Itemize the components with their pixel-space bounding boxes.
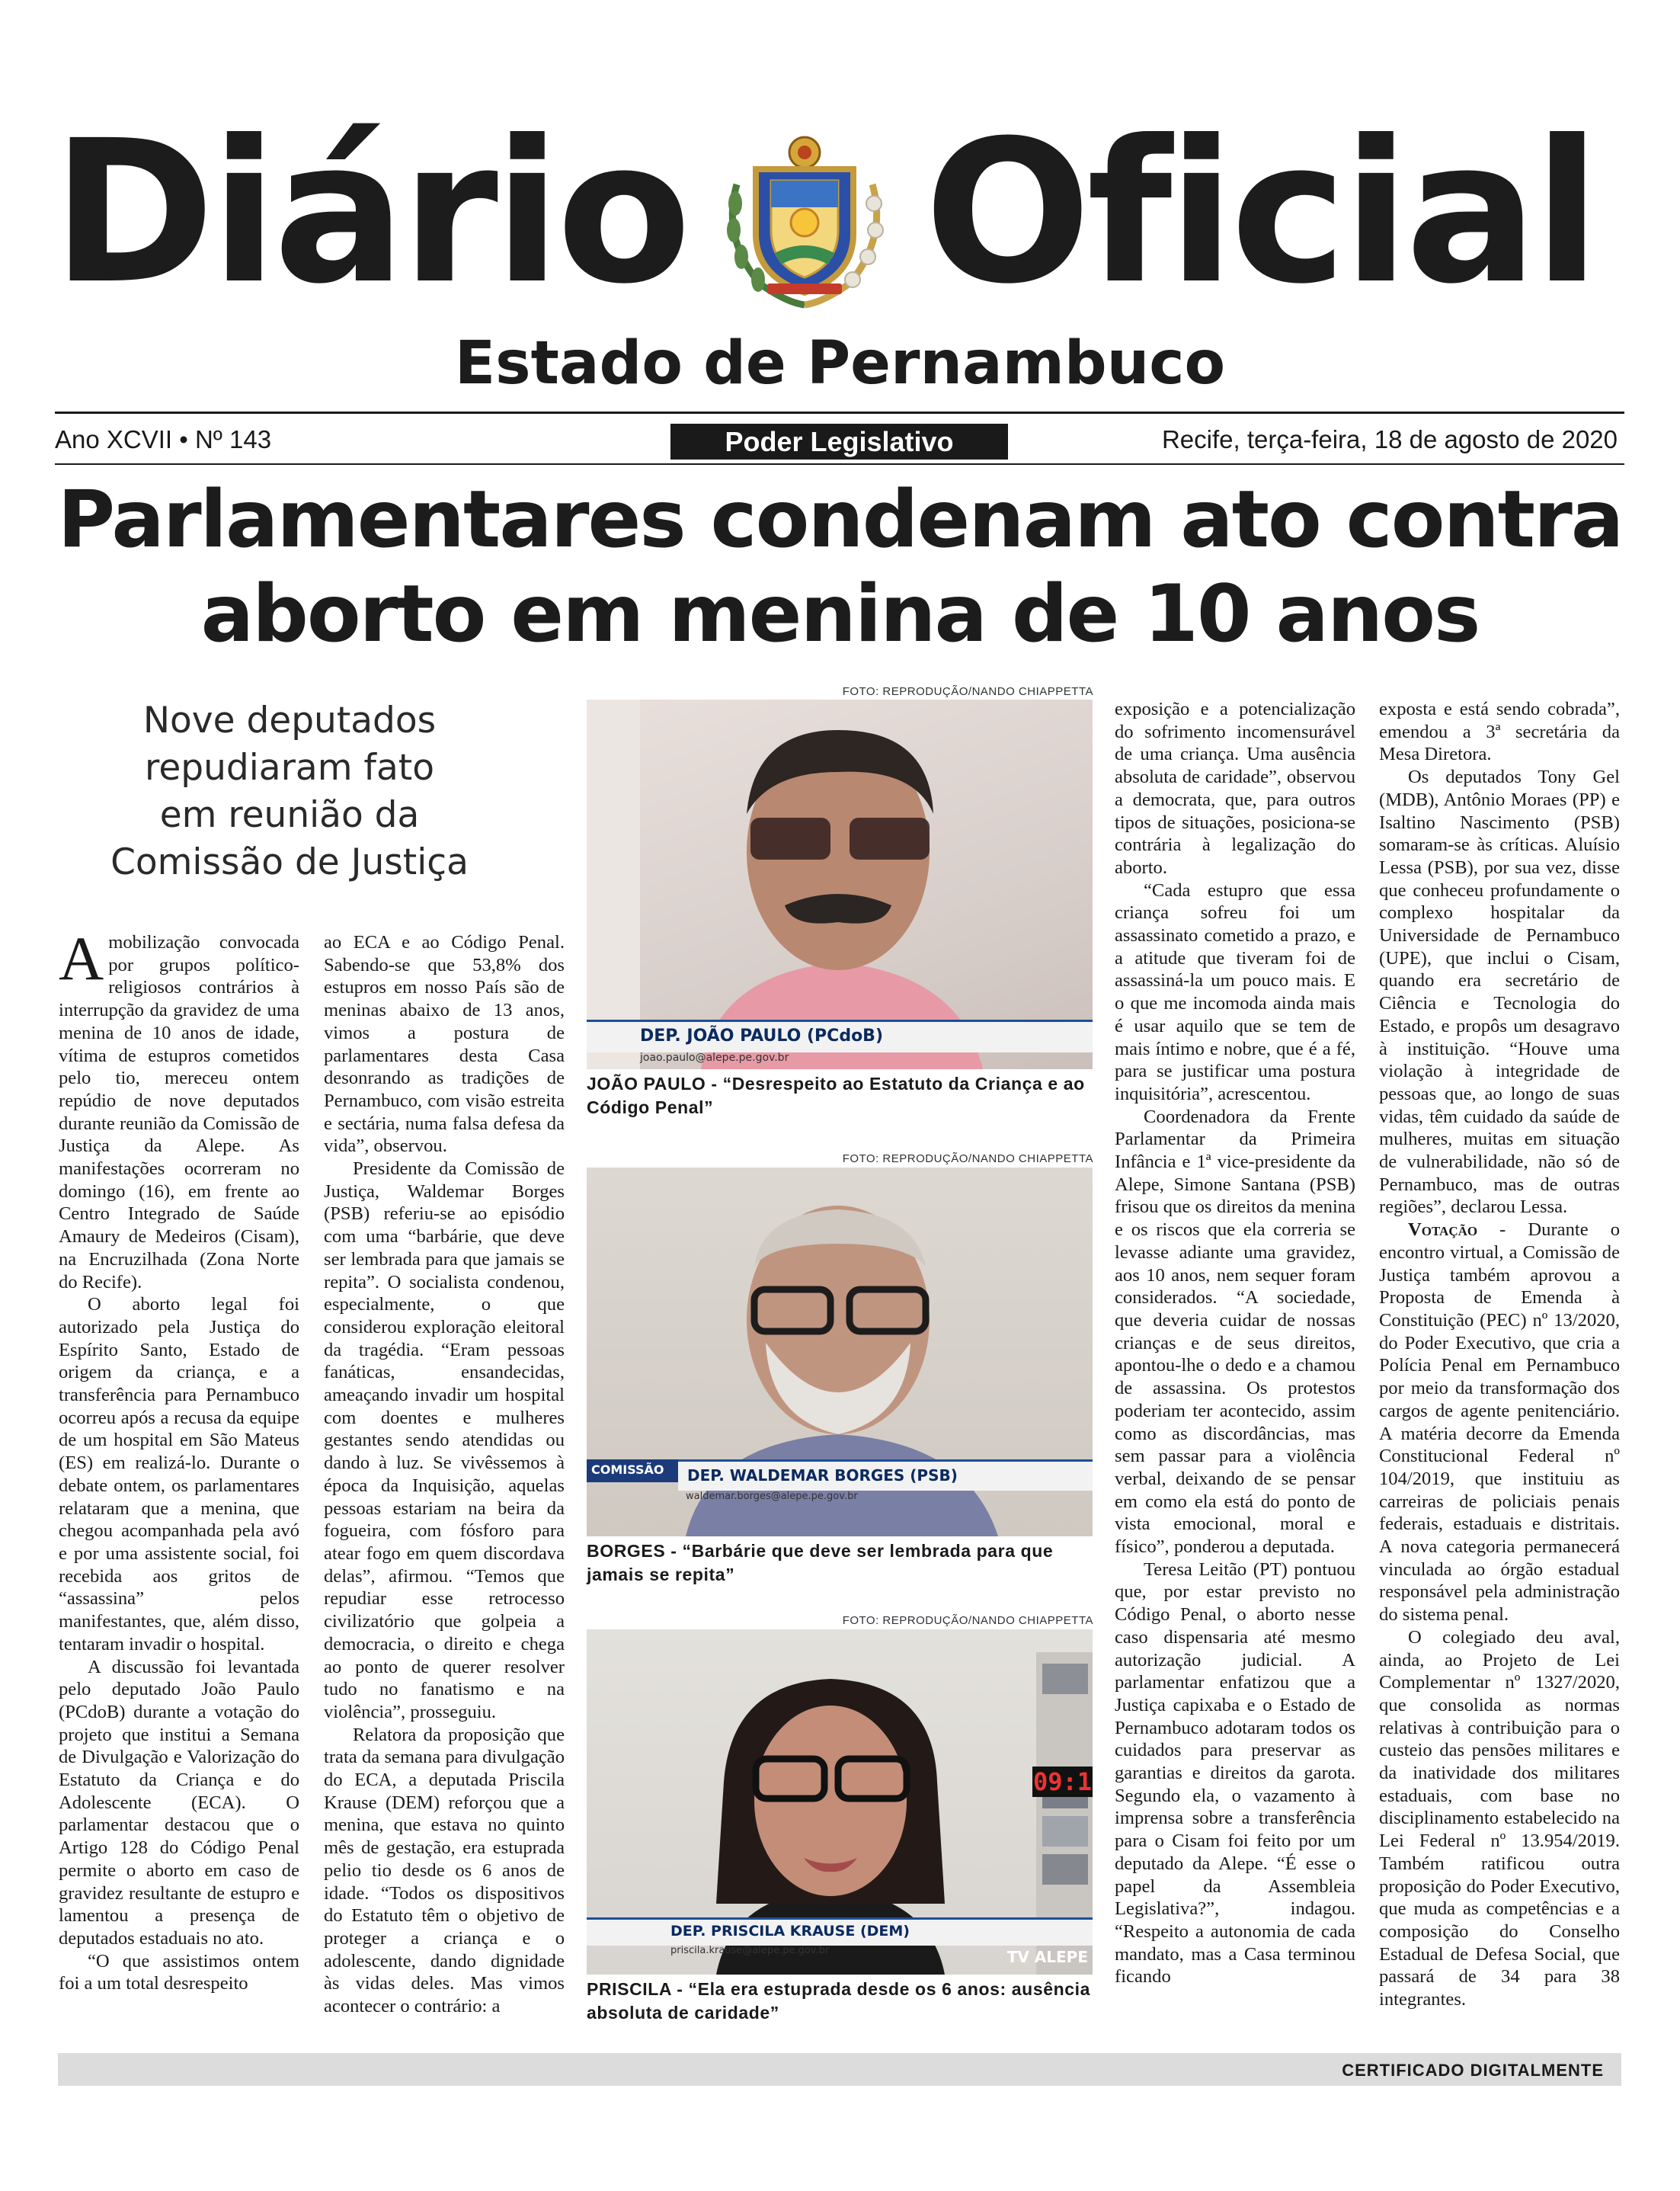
- person-portrait-icon: [587, 700, 1093, 1069]
- deck-line: Comissão de Justiça: [110, 841, 469, 883]
- article-column-1: [59, 924, 299, 1995]
- paragraph: O colegiado deu aval, ainda, ao Projeto de Lei Complementar nº 1327/2020, que consolida as normas relativas à contribuição para o custeio das pensões militares e da inatividade dos militares estaduais, com base no disciplinamento estabelecido na Lei Federal nº 13.954/2019. Também ratificou outra proposição do Poder Executivo, que muda as competências e a composição do Conselho Estadual de Defesa Social, que passará de 34 para 38 integrantes.: [1379, 1626, 1620, 2010]
- issue-number: Ano XCVII • Nº 143: [55, 425, 272, 453]
- paragraph: Relatora da proposição que trata da semana para divulgação do ECA, a deputada Priscila Krause (DEM) reforçou que a menina, que estava no quinto mês de gestação, era estuprada pelio tio desde os 6 anos de idade. “Todos os dispositivos do Estatuto têm o objetivo de proteger a criança e o adolescente, dando dignidade às vidas deles. Mas vimos acontecer o contrário: a: [324, 1724, 565, 2017]
- dropcap: A: [59, 924, 104, 993]
- paragraph: Votação - Durante o encontro virtual, a Comissão de Justiça também aprovou a Proposta de Emenda à Constituição (PEC) nº 13/2020, do Poder Executivo, que cria a Polícia Penal em Pernambuco por meio da transformação dos cargos de agente penitenciário. A matéria decorre da Emenda Constitucional Federal nº 104/2019, que instituiu as carreiras de policiais penais federais, estaduais e distritais. A nova categoria permanecerá vinculada ao órgão estadual responsável pela administração do sistema penal.: [1379, 1219, 1620, 1626]
- issue-rule: [55, 463, 1624, 465]
- deck-line: em reunião da: [159, 794, 420, 836]
- photo-caption: BORGES - “Barbárie que deve ser lembrada para que jamais se repita”: [587, 1541, 1054, 1584]
- article-deck: [76, 697, 503, 886]
- coat-of-arms-icon: [714, 131, 895, 312]
- photo-waldemar-borges: [587, 1168, 1093, 1536]
- paragraph: Amobilização convocada por grupos político-religiosos contrários à interrupção da gravidez de uma menina de 10 anos de idade, vítima de estupros cometidos pelo tio, mereceu ontem repúdio de nove deputados durante reunião da Comissão de Justiça da Alepe. As manifestações ocorreram no domingo (16), em frente ao Centro Integrado de Saúde Amaury de Medeiros (Cisam), na Encruzilhada (Zona Norte do Recife).: [59, 924, 299, 1292]
- tv-alepe-watermark: TV ALEPE: [1006, 1948, 1088, 1966]
- photo-caption: JOÃO PAULO - “Desrespeito ao Estatuto da Criança e ao Código Penal”: [587, 1074, 1085, 1117]
- paragraph: “Cada estupro que essa criança sofreu foi um assassinato cometido a prazo, e a atitude que tiveram foi de assassiná-la um pouco mais. E o que me incomoda ainda mais é usar aquilo que se tem de mais íntimo e nobre, que é a fé, para se justificar uma postura inquisitória”, acrescentou.: [1115, 879, 1355, 1104]
- paragraph: Teresa Leitão (PT) pontuou que, por estar previsto no Código Penal, o aborto nesse caso dispensaria até mesmo autorização judicial. A parlamentar enfatizou que a Justiça capixaba e o Estado de Pernambuco adotaram todos os cuidados para preservar as garantias e direitos da garota. Segundo ela, o vazamento à imprensa sobre a transferência para o Cisam foi feito por um deputado da Alepe. “É esse o papel da Assembleia Legislativa?”, indagou. “Respeito a autonomia de cada mandato, mas a Casa terminou ficando: [1115, 1558, 1355, 1988]
- masthead-subtitle: Estado de Pernambuco: [454, 329, 1226, 398]
- photo-credit: FOTO: REPRODUÇÃO/NANDO CHIAPPETTA: [842, 685, 1093, 698]
- video-banner-email: joao.paulo@alepe.pe.gov.br: [640, 1052, 789, 1064]
- deck-line: Nove deputados: [142, 700, 437, 742]
- paragraph: Os deputados Tony Gel (MDB), Antônio Moraes (PP) e Isaltino Nascimento (PSB) somaram-se às críticas. Aluísio Lessa (PSB), por sua vez, disse que conheceu profundamente o complexo hospitalar da Universidade de Pernambuco (UPE), que inclui o Cisam, quando era secretário de Ciência e Tecnologia do Estado, e propôs um desagravo à instituição. “Houve uma violação à integridade de pessoas que, ao longo de suas vidas, têm cuidado da saúde de mulheres, muitas em situação de vulnerabilidade, não só de Pernambuco, mas de outras regiões”, declarou Lessa.: [1379, 767, 1620, 1218]
- paragraph: Coordenadora da Frente Parlamentar da Primeira Infância e 1ª vice-presidente da Alepe, Simone Santana (PSB) frisou que os direitos da menina e os riscos que ela correria se levasse adiante uma gravidez, aos 10 anos, nem sequer foram considerados. “A sociedade, que deveria cuidar de nossas crianças e de seus direitos, apontou-lhe o dedo e a chamou de assassina. Os protestos poderiam ter acontecido, assim como as discordâncias, mas sem passar para a violência verbal, deixando de se pensar em como ela está do ponto de vista emocional, moral e físico”, ponderou a deputada.: [1115, 1106, 1355, 1558]
- paragraph: A discussão foi levantada pelo deputado João Paulo (PCdoB) durante a votação do projeto que institui a Semana de Divulgação e Valorização do Estatuto da Criança e do Adolescente (ECA). O parlamentar destacou que o Artigo 128 do Código Penal permite o aborto em caso de gravidez resultante de estupro e lamentou a presença de deputados estaduais no ato.: [59, 1656, 299, 1949]
- article-column-5: [1379, 698, 1620, 2011]
- video-banner-email: priscila.krause@alepe.pe.gov.br: [670, 1945, 830, 1956]
- photo-caption: PRISCILA - “Ela era estuprada desde os 6 anos: ausência absoluta de caridade”: [587, 1979, 1091, 2023]
- paragraph: O aborto legal foi autorizado pela Justiça do Espírito Santo, Estado de origem da criança, e a transferência para Pernambuco ocorreu após a recusa da equipe de um hospital em São Mateus (ES) em realizá-lo. Durante o debate ontem, os parlamentares relataram que a menina, que chegou acompanhada pela avó e por uma assistente social, foi recebida aos gritos de “assassina” pelos manifestantes, que, além disso, tentaram invadir o hospital.: [59, 1294, 299, 1654]
- timer-display: 09:1: [1032, 1767, 1093, 1796]
- headline-line-1: Parlamentares condenam ato contra: [57, 474, 1623, 565]
- photo-priscila-krause: [587, 1629, 1093, 1975]
- section-kicker: Votação: [1408, 1219, 1478, 1241]
- headline-line-2: aborto em menina de 10 anos: [200, 569, 1480, 660]
- masthead-title-right: Oficial: [924, 98, 1596, 327]
- masthead-rule: [55, 412, 1624, 414]
- video-name-banner: DEP. JOÃO PAULO (PCdoB): [587, 1020, 1093, 1052]
- article-headline: [30, 472, 1650, 661]
- photo-joao-paulo: [587, 700, 1093, 1069]
- photo-credit: FOTO: REPRODUÇÃO/NANDO CHIAPPETTA: [842, 1614, 1093, 1627]
- video-name-banner: DEP. WALDEMAR BORGES (PSB): [678, 1459, 1093, 1491]
- paragraph: exposição e a potencialização do sofrimento incomensurável de uma criança. Uma ausência absoluta de caridade”, observou a democrata, que, para outros tipos de situações, posiciona-se contrária à legalização do aborto.: [1115, 699, 1355, 878]
- article-column-4: [1115, 698, 1355, 1988]
- section-label: Poder Legislativo: [670, 424, 1008, 460]
- video-banner-email: waldemar.borges@alepe.pe.gov.br: [686, 1491, 858, 1502]
- photo-credit: FOTO: REPRODUÇÃO/NANDO CHIAPPETTA: [842, 1152, 1093, 1165]
- video-name-banner: DEP. PRISCILA KRAUSE (DEM): [587, 1917, 1093, 1946]
- paragraph: exposta e está sendo cobrada”, emendou a 3ª secretária da Mesa Diretora.: [1379, 699, 1620, 765]
- paragraph: Presidente da Comissão de Justiça, Waldemar Borges (PSB) referiu-se ao episódio com uma “barbárie, que deve ser lembrada para que jamais se repita”. O socialista condenou, especialmente, o que considerou exploração eleitoral da tragédia. “Eram pessoas fanáticas, ensandecidas, ameaçando invadir um hospital com doentes e mulheres gestantes sendo atendidas ou dando à luz. Se vivêssemos à época da Inquisição, aquelas pessoas estariam na beira da fogueira, com fósforo para atear fogo em quem discordava delas”, afirmou. “Temos que repudiar esse retrocesso civilizatório que golpeia a democracia, o direito e chega ao ponto de querer resolver tudo no fanatismo e na violência”, prosseguiu.: [324, 1158, 565, 1722]
- dateline: Recife, terça-feira, 18 de agosto de 2020: [1161, 425, 1618, 453]
- paragraph: ao ECA e ao Código Penal. Sabendo-se que 53,8% dos estupros em nosso País são de meninas abaixo de 13 anos, vimos a postura de parlamentares desta Casa desonrando as tradições de Pernambuco, com visão estreita e sectária, numa falsa defesa da vida”, observou.: [324, 932, 565, 1157]
- committee-banner: COMISSÃO: [587, 1459, 678, 1482]
- digital-certificate-label: CERTIFICADO DIGITALMENTE: [1342, 2061, 1604, 2080]
- masthead-title-left: Diário: [52, 98, 687, 327]
- paragraph: “O que assistimos ontem foi a um total desrespeito: [59, 1950, 299, 1994]
- article-column-2: [324, 931, 565, 2018]
- deck-line: repudiaram fato: [145, 747, 434, 789]
